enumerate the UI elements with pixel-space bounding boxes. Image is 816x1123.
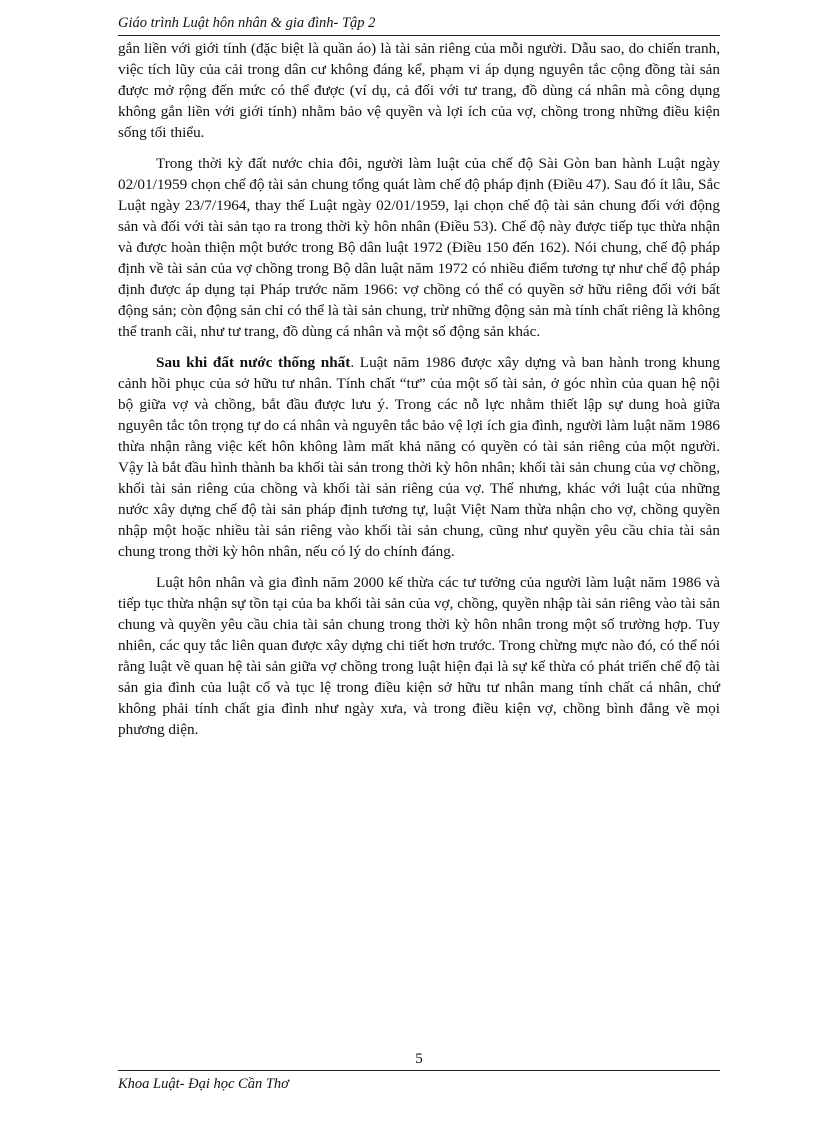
paragraph-3-text: . Luật năm 1986 được xây dựng và ban hành trong khung cảnh hồi phục của sở hữu tư nhân. Tính chất “tư” của một số tài sản, ở góc nhìn của quan hệ nội bộ giữa vợ và chồng, bắt đầu được lưu ý. Trong các nỗ lực nhằm thiết lập sự dung hoà giữa nguyên tắc tôn trọng tự do cá nhân và nguyên tắc bảo vệ lợi ích gia đình, người làm luật năm 1986 thừa nhận rằng việc kết hôn không làm mất khả năng có quyền có tài sản riêng của một người. Vậy là bắt đầu hình thành ba khối tài sản trong thời kỳ hôn nhân; khối tài sản chung của vợ chồng, khối tài sản riêng của chồng và khối tài sản riêng của vợ. Thế nhưng, khác với luật của những nước xây dựng chế độ tài sản pháp định tương tự, luật Việt Nam thừa nhận cho vợ, chồng quyền nhập một hoặc nhiều tài sản riêng vào khối tài sản chung, cũng như quyền yêu cầu chia tài sản chung trong thời kỳ hôn nhân, nếu có lý do chính đáng. <box>118 354 720 560</box>
paragraph-saigon-regime <box>118 153 720 342</box>
paragraph-4-text: Luật hôn nhân và gia đình năm 2000 kế thừa các tư tưởng của người làm luật năm 1986 và tiếp tục thừa nhận sự tồn tại của ba khối tài sản của vợ, chồng, quyền nhập tài sản riêng vào tài sản chung và quyền yêu cầu chia tài sản chung trong thời kỳ hôn nhân trong một số trường hợp. Tuy nhiên, các quy tắc liên quan được xây dựng chi tiết hơn trước. Trong chừng mực nào đó, có thể nói rằng luật về quan hệ tài sản giữa vợ chồng trong luật hiện đại là sự kế thừa có phát triển chế độ tài sản gia đình của luật cổ và tục lệ trong điều kiện sở hữu tư nhân mang tính chất cá nhân, chứ không phải tính chất gia đình như ngày xưa, và trong điều kiện vợ, chồng bình đẳng về mọi phương diện. <box>118 574 720 738</box>
header-divider <box>118 35 720 36</box>
paragraph-law-2000 <box>118 572 720 740</box>
paragraph-2-text: Trong thời kỳ đất nước chia đôi, người làm luật của chế độ Sài Gòn ban hành Luật ngày 02/01/1959 chọn chế độ tài sản chung tổng quát làm chế độ pháp định (Điều 47). Sau đó ít lâu, Sắc Luật ngày 23/7/1964, thay thế Luật ngày 02/01/1959, lại chọn chế độ tài sản chung đối với động sản và đối với tài sản tạo ra trong thời kỳ hôn nhân (Điều 53). Chế độ này được tiếp tục thừa nhận và được hoàn thiện một bước trong Bộ dân luật 1972 (Điều 150 đến 162). Nói chung, chế độ pháp định về tài sản của vợ chồng trong Bộ dân luật năm 1972 có nhiều điểm tương tự như chế độ pháp định được áp dụng tại Pháp trước năm 1966: vợ chồng có thể có quyền sở hữu riêng đối với bất động sản; còn động sản chỉ có thể là tài sản chung, trừ những động sản mà tính chất riêng là không thể tranh cãi, như tư trang, đồ dùng cá nhân và một số động sản khác. <box>118 155 720 340</box>
running-header: Giáo trình Luật hôn nhân & gia đình- Tập 2 <box>118 15 376 31</box>
paragraph-after-reunification <box>118 352 720 562</box>
paragraph-1-text: gắn liền với giới tính (đặc biệt là quần áo) là tài sản riêng của mỗi người. Dẫu sao, do chiến tranh, việc tích lũy của cải trong dân cư không đáng kể, phạm vi áp dụng nguyên tắc cộng đồng tài sản được mở rộng đến mức có thể được (ví dụ, cả đối với tư trang, đồ dùng cá nhân mà công dụng không gắn liền với giới tính) nhằm bảo vệ quyền và lợi ích của vợ, chồng trong những điều kiện sống tối thiểu. <box>118 40 720 141</box>
paragraph-continuation <box>118 38 720 143</box>
running-footer: Khoa Luật- Đại học Cần Thơ <box>118 1076 289 1092</box>
page-body <box>118 38 720 740</box>
page-number: 5 <box>415 1051 423 1067</box>
paragraph-3-lead: Sau khi đất nước thống nhất <box>156 354 351 371</box>
footer-divider <box>118 1070 720 1071</box>
